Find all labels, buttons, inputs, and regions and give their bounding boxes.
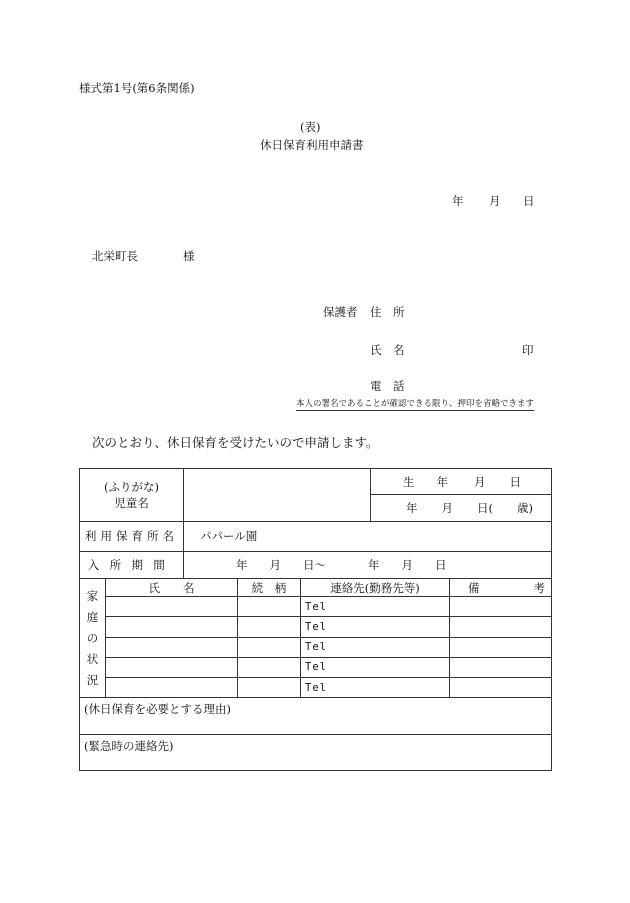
- family-name-input[interactable]: [106, 637, 238, 657]
- addressee-name: 北栄町長: [92, 249, 138, 263]
- date-day: 日: [523, 194, 535, 208]
- family-row: [80, 637, 552, 657]
- seal-label: 印: [522, 343, 534, 357]
- period-label: 入所期間: [80, 551, 184, 578]
- furigana-label: (ふりがな): [104, 479, 159, 494]
- family-contact-input[interactable]: Tel: [301, 617, 450, 637]
- application-table: [79, 468, 552, 771]
- date-month: 月: [489, 194, 501, 208]
- title-side-label: (表): [300, 120, 321, 134]
- family-contact-input[interactable]: Tel: [301, 597, 450, 617]
- document-title: 休日保育利用申請書: [260, 138, 364, 152]
- family-row: [80, 617, 552, 637]
- family-remarks-input[interactable]: [450, 637, 552, 657]
- family-row: [80, 677, 552, 697]
- reason-label: (休日保育を必要とする理由): [84, 702, 231, 717]
- child-name-label-cell: [80, 469, 184, 522]
- family-contact-input[interactable]: Tel: [301, 637, 450, 657]
- family-name-input[interactable]: [106, 677, 238, 697]
- date-year: 年: [452, 194, 464, 208]
- signature-note: 本人の署名であることが確認できる限り、押印を省略できます: [296, 399, 535, 409]
- family-contact-input[interactable]: Tel: [301, 657, 450, 677]
- guardian-label: 保護者: [323, 305, 358, 319]
- family-contact-input[interactable]: Tel: [301, 677, 450, 697]
- family-relation-header: 続 柄: [238, 579, 301, 597]
- family-name-input[interactable]: [106, 657, 238, 677]
- family-remarks-input[interactable]: [450, 677, 552, 697]
- family-relation-input[interactable]: [238, 617, 301, 637]
- reason-field[interactable]: [80, 698, 552, 734]
- address-label: 住 所: [370, 305, 405, 319]
- family-row: [80, 657, 552, 677]
- emergency-contact-field[interactable]: [80, 734, 552, 770]
- family-remarks-input[interactable]: [450, 597, 552, 617]
- period-input[interactable]: 年 月 日〜 年 月 日: [184, 551, 552, 578]
- family-remarks-header: 備 考: [450, 579, 552, 597]
- family-relation-input[interactable]: [238, 637, 301, 657]
- form-number: 様式第1号(第6条関係): [79, 81, 195, 95]
- facility-value[interactable]: パパール園: [184, 521, 552, 551]
- child-name-input[interactable]: [184, 469, 371, 522]
- facility-label: 利用保育所名: [80, 521, 184, 551]
- birthdate-input[interactable]: 年 月 日( 歳): [371, 495, 552, 521]
- addressee-honorific: 様: [183, 249, 195, 263]
- family-contact-header: 連絡先(勤務先等): [301, 579, 450, 597]
- family-relation-input[interactable]: [238, 597, 301, 617]
- family-row: [80, 597, 552, 617]
- emergency-contact-label: (緊急時の連絡先): [84, 738, 174, 753]
- phone-label: 電 話: [370, 379, 405, 393]
- family-remarks-input[interactable]: [450, 617, 552, 637]
- intro-text: 次のとおり、休日保育を受けたいので申請します。: [92, 435, 379, 450]
- family-remarks-input[interactable]: [450, 657, 552, 677]
- family-relation-input[interactable]: [238, 657, 301, 677]
- family-name-input[interactable]: [106, 617, 238, 637]
- family-name-header: 氏 名: [106, 579, 238, 597]
- family-status-label: 家 庭 の 状 況: [80, 579, 106, 698]
- name-label: 氏 名: [370, 343, 405, 357]
- family-relation-input[interactable]: [238, 677, 301, 697]
- birthdate-header: 生 年 月 日: [371, 469, 552, 495]
- family-name-input[interactable]: [106, 597, 238, 617]
- child-name-label: 児童名: [114, 495, 149, 510]
